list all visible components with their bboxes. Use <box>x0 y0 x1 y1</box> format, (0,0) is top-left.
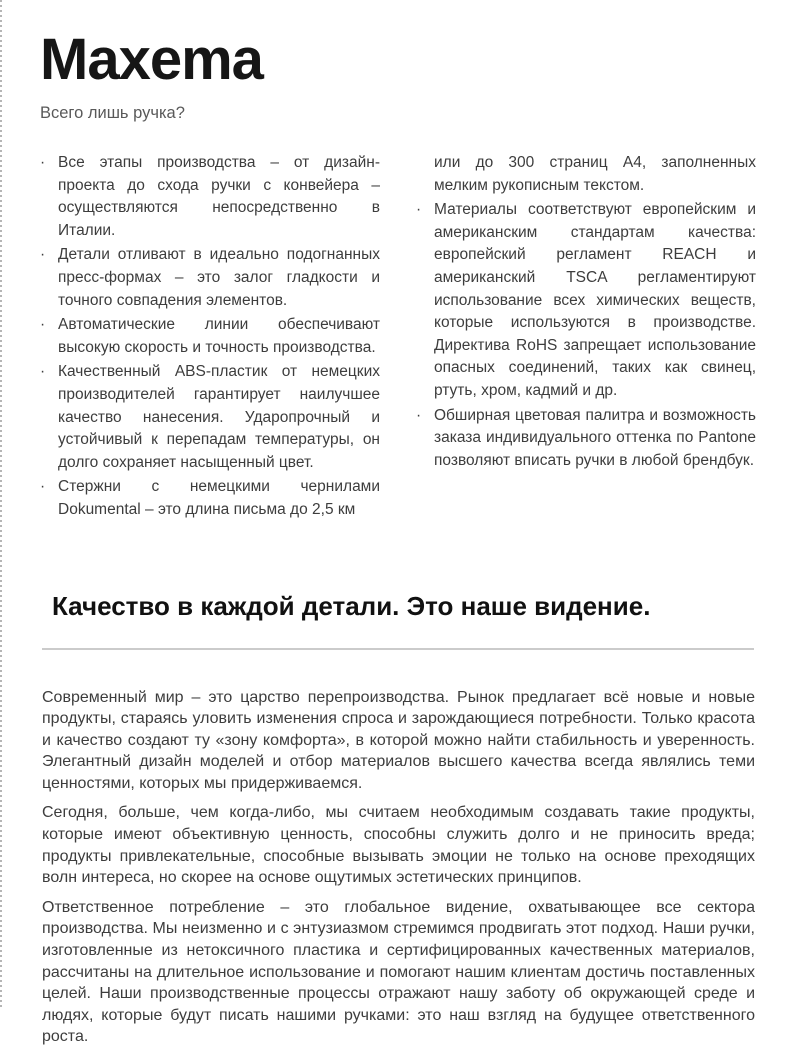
vision-paragraphs <box>40 687 756 1048</box>
bullet-marker: · <box>40 152 58 242</box>
bullet-marker: · <box>40 361 58 474</box>
feature-text: Обширная цветовая палитра и возможность заказа индивидуального оттенка по Pantone позволяют вписать ручки в любой брендбук. <box>434 405 756 473</box>
feature-item <box>40 314 380 359</box>
page-title: Maxema <box>40 28 756 92</box>
bullet-marker: · <box>40 244 58 312</box>
feature-text: или до 300 страниц А4, заполненных мелким рукописным текстом. <box>434 152 756 197</box>
feature-item <box>40 244 380 312</box>
feature-item <box>40 476 380 521</box>
body-paragraph: Сегодня, больше, чем когда-либо, мы считаем необходимым создавать такие продукты, которые имеют объективную ценность, способны служить долго и не приносить вреда; продукты привлекательные, способные вызывать эмоции не только на основе преходящих волн интереса, но скорее на основе ощутимых эстетических принципов. <box>42 802 755 888</box>
bullet-marker: · <box>416 199 434 402</box>
features-column-right <box>416 152 756 522</box>
bullet-marker-empty <box>416 152 434 197</box>
bullet-marker: · <box>40 476 58 521</box>
body-paragraph: Современный мир – это царство перепроизводства. Рынок предлагает всё новые и новые продукты, стараясь уловить изменения спроса и зарождающиеся потребности. Только красота и качество создают ту «зону комфорта», в которой можно найти стабильность и уверенность. Элегантный дизайн моделей и отбор материалов высшего качества всегда являлись теми ценностями, которых мы придерживаемся. <box>42 687 755 795</box>
feature-item <box>40 152 380 242</box>
bullet-marker: · <box>416 405 434 473</box>
feature-item <box>416 405 756 473</box>
feature-item-continuation <box>416 152 756 197</box>
feature-text: Материалы соответствуют европейским и американским стандартам качества: европейский регламент REACH и американский TSCA регламентируют использование всех химических веществ, которые используются в производстве. Директива RoHS запрещает использование опасных соединений, таких как свинец, ртуть, хром, кадмий и др. <box>434 199 756 402</box>
features-column-left <box>40 152 380 522</box>
bullet-marker: · <box>40 314 58 359</box>
page-boundary-dashed-edge <box>0 0 2 1010</box>
section-divider <box>42 648 754 650</box>
features-columns <box>40 152 756 522</box>
feature-item <box>416 199 756 402</box>
feature-item <box>40 361 380 474</box>
feature-text: Качественный ABS-пластик от немецких производителей гарантирует наилучшее качество нанесения. Ударопрочный и устойчивый к перепадам температуры, он долго сохраняет насыщенный цвет. <box>58 361 380 474</box>
feature-text: Автоматические линии обеспечивают высокую скорость и точность производства. <box>58 314 380 359</box>
body-paragraph: Ответственное потребление – это глобальное видение, охватывающее все сектора производства. Мы неизменно и с энтузиазмом стремимся продвигать этот подход. Наши ручки, изготовленные из нетоксичного пластика и сертифицированных качественных материалов, рассчитаны на длительное использование и помогают нашим клиентам достичь поставленных целей. Наши производственные процессы отражают нашу заботу об окружающей среде и людях, которые будут писать нашими ручками: это наш взгляд на будущее ответственного роста. <box>42 897 755 1048</box>
feature-text: Детали отливают в идеально подогнанных пресс-формах – это залог гладкости и точного совпадения элементов. <box>58 244 380 312</box>
page-subtitle: Всего лишь ручка? <box>40 104 756 123</box>
section-heading: Качество в каждой детали. Это наше видение. <box>40 589 756 623</box>
feature-text: Все этапы производства – от дизайн-проекта до схода ручки с конвейера – осуществляются непосредственно в Италии. <box>58 152 380 242</box>
feature-text: Стержни с немецкими чернилами Dokumental – это длина письма до 2,5 км <box>58 476 380 521</box>
